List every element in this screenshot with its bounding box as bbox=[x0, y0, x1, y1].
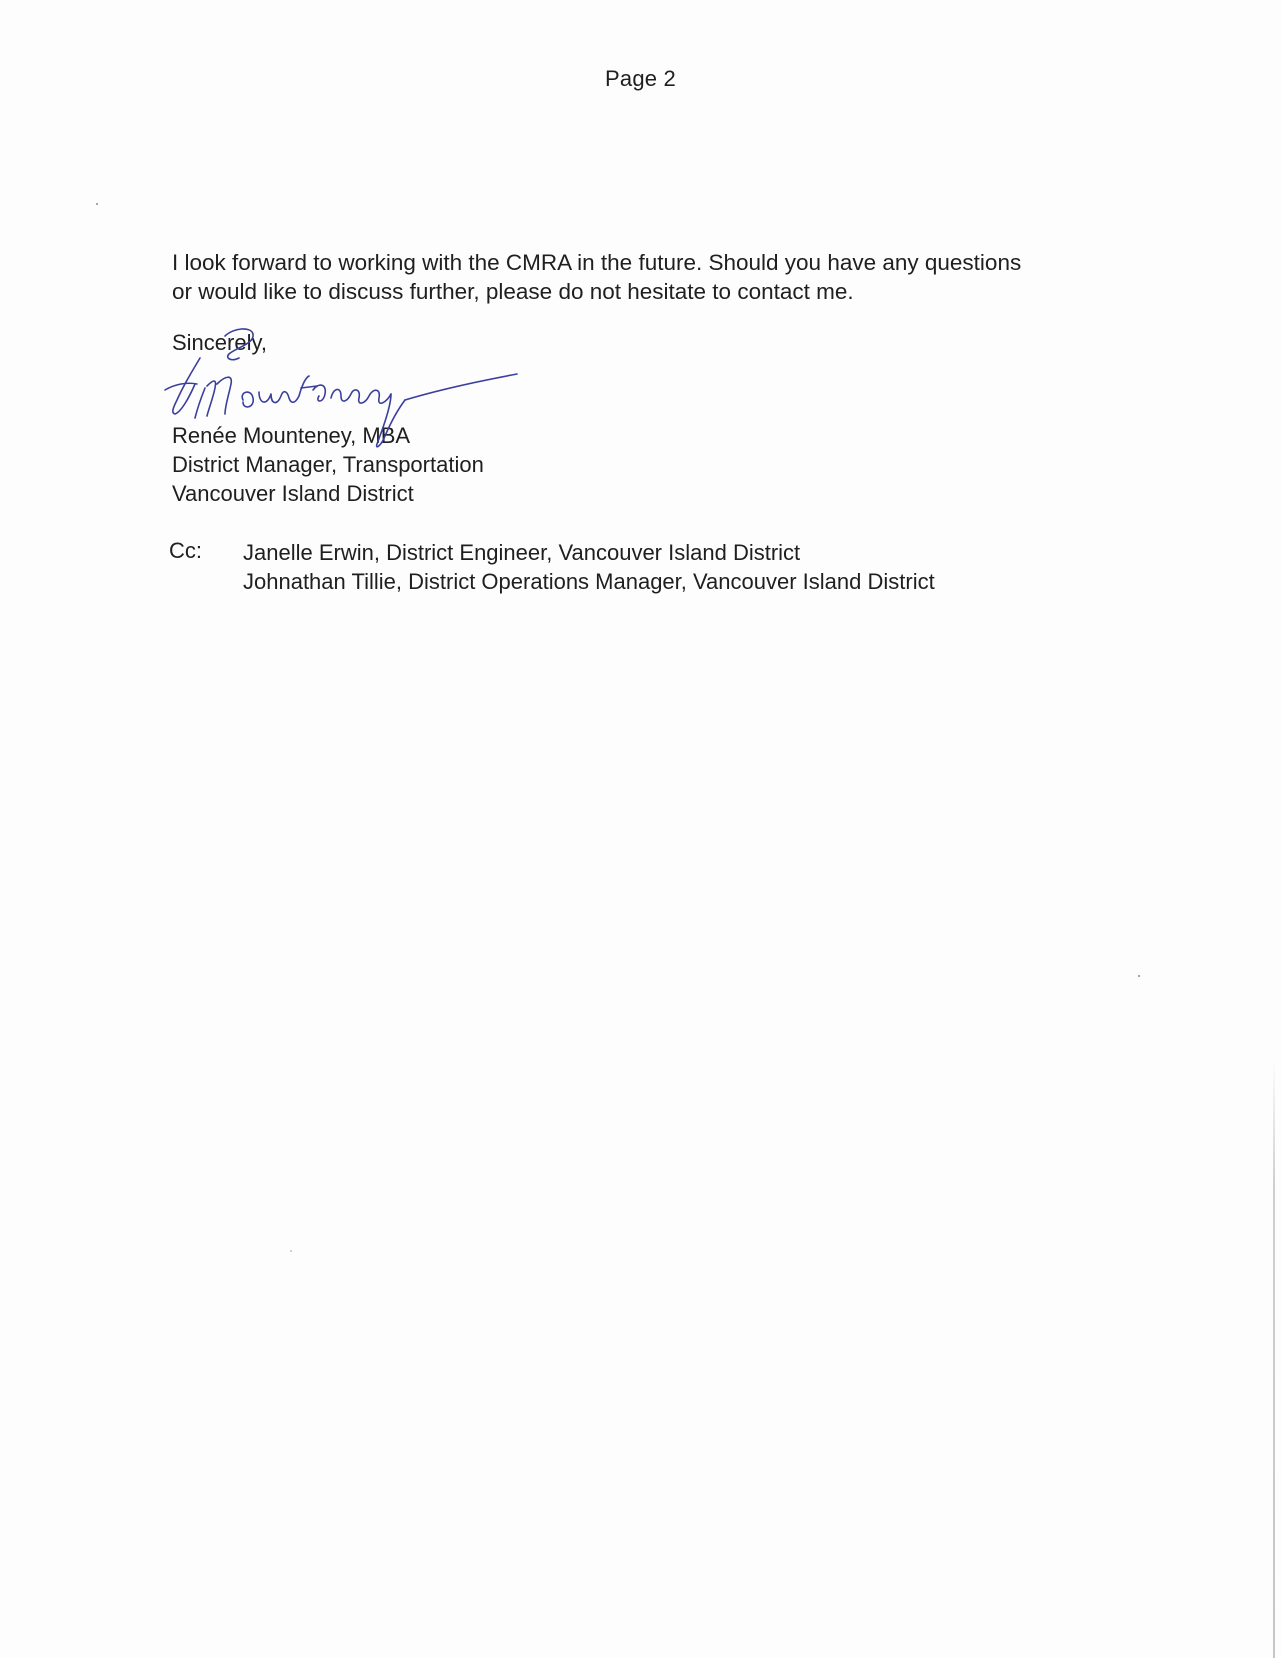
body-line-1: I look forward to working with the CMRA in the future. Should you have any questions bbox=[172, 250, 1022, 275]
scan-speck bbox=[1138, 975, 1140, 977]
closing-salutation: Sincerely, bbox=[172, 330, 267, 355]
cc-recipient-list bbox=[243, 538, 935, 596]
scan-speck bbox=[290, 1250, 292, 1252]
letter-body bbox=[172, 248, 1152, 306]
cc-recipient: Janelle Erwin, District Engineer, Vancouver Island District bbox=[243, 540, 801, 565]
handwritten-signature bbox=[155, 318, 545, 453]
signatory-organization: Vancouver Island District bbox=[172, 481, 414, 506]
signatory-name: Renée Mounteney, MBA bbox=[172, 423, 411, 448]
page-number: Page 2 bbox=[605, 66, 676, 91]
signatory-title: District Manager, Transportation bbox=[172, 452, 484, 477]
cc-label: Cc: bbox=[169, 538, 202, 563]
body-line-2: or would like to discuss further, please do not hesitate to contact me. bbox=[172, 279, 854, 304]
scan-speck bbox=[96, 203, 98, 205]
cc-recipient: Johnathan Tillie, District Operations Manager, Vancouver Island District bbox=[243, 569, 935, 594]
scan-edge-shadow bbox=[1273, 1060, 1275, 1658]
